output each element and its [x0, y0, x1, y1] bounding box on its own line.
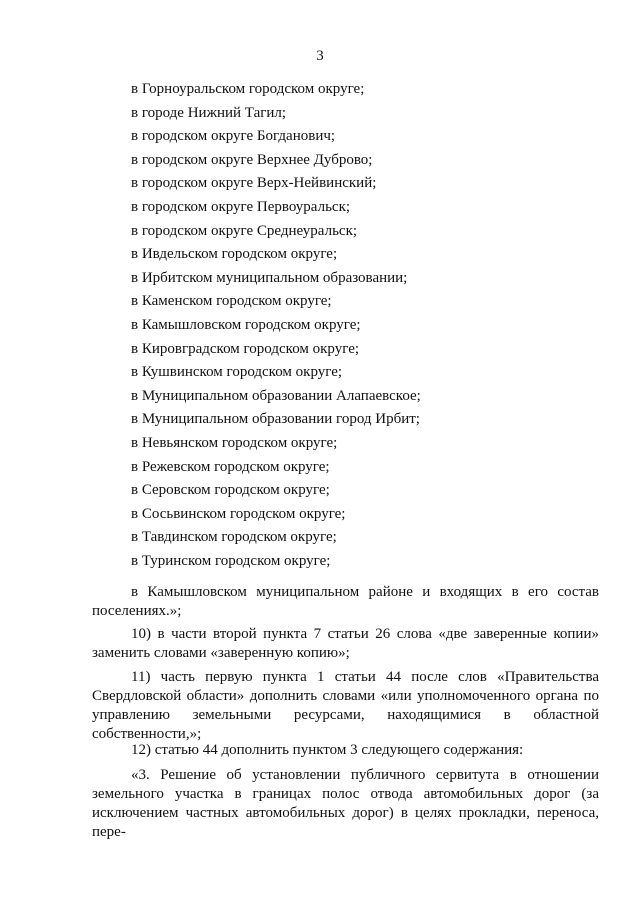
- list-item: в Муниципальном образовании Алапаевское;: [131, 387, 421, 404]
- list-item: в Режевском городском округе;: [131, 458, 330, 475]
- list-item: в Серовском городском округе;: [131, 482, 330, 499]
- list-item: в городском округе Богданович;: [131, 128, 336, 145]
- list-item: в Муниципальном образовании город Ирбит;: [131, 411, 420, 428]
- list-item: в Каменском городском округе;: [131, 293, 332, 310]
- list-item: в Тавдинском городском округе;: [131, 529, 337, 546]
- page-number: 3: [316, 48, 324, 64]
- list-item: в городском округе Верхнее Дуброво;: [131, 151, 373, 168]
- list-item: в Кушвинском городском округе;: [131, 364, 343, 381]
- list-item: в Сосьвинском городском округе;: [131, 505, 346, 522]
- list-item: в Ивдельском городском округе;: [131, 246, 338, 263]
- list-item: в городском округе Верх-Нейвинский;: [131, 175, 377, 192]
- paragraph-item-11: 11) часть первую пункта 1 статьи 44 после слов «Правительства Свердловской области» дополнить словами «или уполномоченного органа по управлению земельными ресурсами, находящимися в областной собственности,»;: [92, 669, 599, 742]
- list-item: в Камышловском городском округе;: [131, 316, 361, 333]
- paragraph-item-12: 12) статью 44 дополнить пунктом 3 следующего содержания:: [131, 742, 524, 758]
- paragraph-item-10: 10) в части второй пункта 7 статьи 26 слова «две заверенные копии» заменить словами «заверенную копию»;: [92, 626, 599, 661]
- list-item: в городском округе Первоуральск;: [131, 198, 351, 215]
- paragraph-districts-end: в Камышловском муниципальном районе и входящих в его состав поселениях.»;: [92, 584, 599, 619]
- list-item: в Кировградском городском округе;: [131, 340, 360, 357]
- list-item: в Горноуральском городском округе;: [131, 81, 365, 97]
- list-item: в городе Нижний Тагил;: [131, 104, 287, 121]
- paragraph-quote-start: «3. Решение об установлении публичного сервитута в отношении земельного участка в границах полос отвода автомобильных дорог (за исключением частных автомобильных дорог) в целях прокладки, переноса, пере-: [92, 767, 599, 840]
- list-item: в городском округе Среднеуральск;: [131, 222, 358, 239]
- list-item: в Невьянском городском округе;: [131, 434, 338, 451]
- list-item: в Ирбитском муниципальном образовании;: [131, 269, 408, 286]
- list-item: в Туринском городском округе;: [131, 552, 331, 569]
- districts-list: [131, 78, 421, 573]
